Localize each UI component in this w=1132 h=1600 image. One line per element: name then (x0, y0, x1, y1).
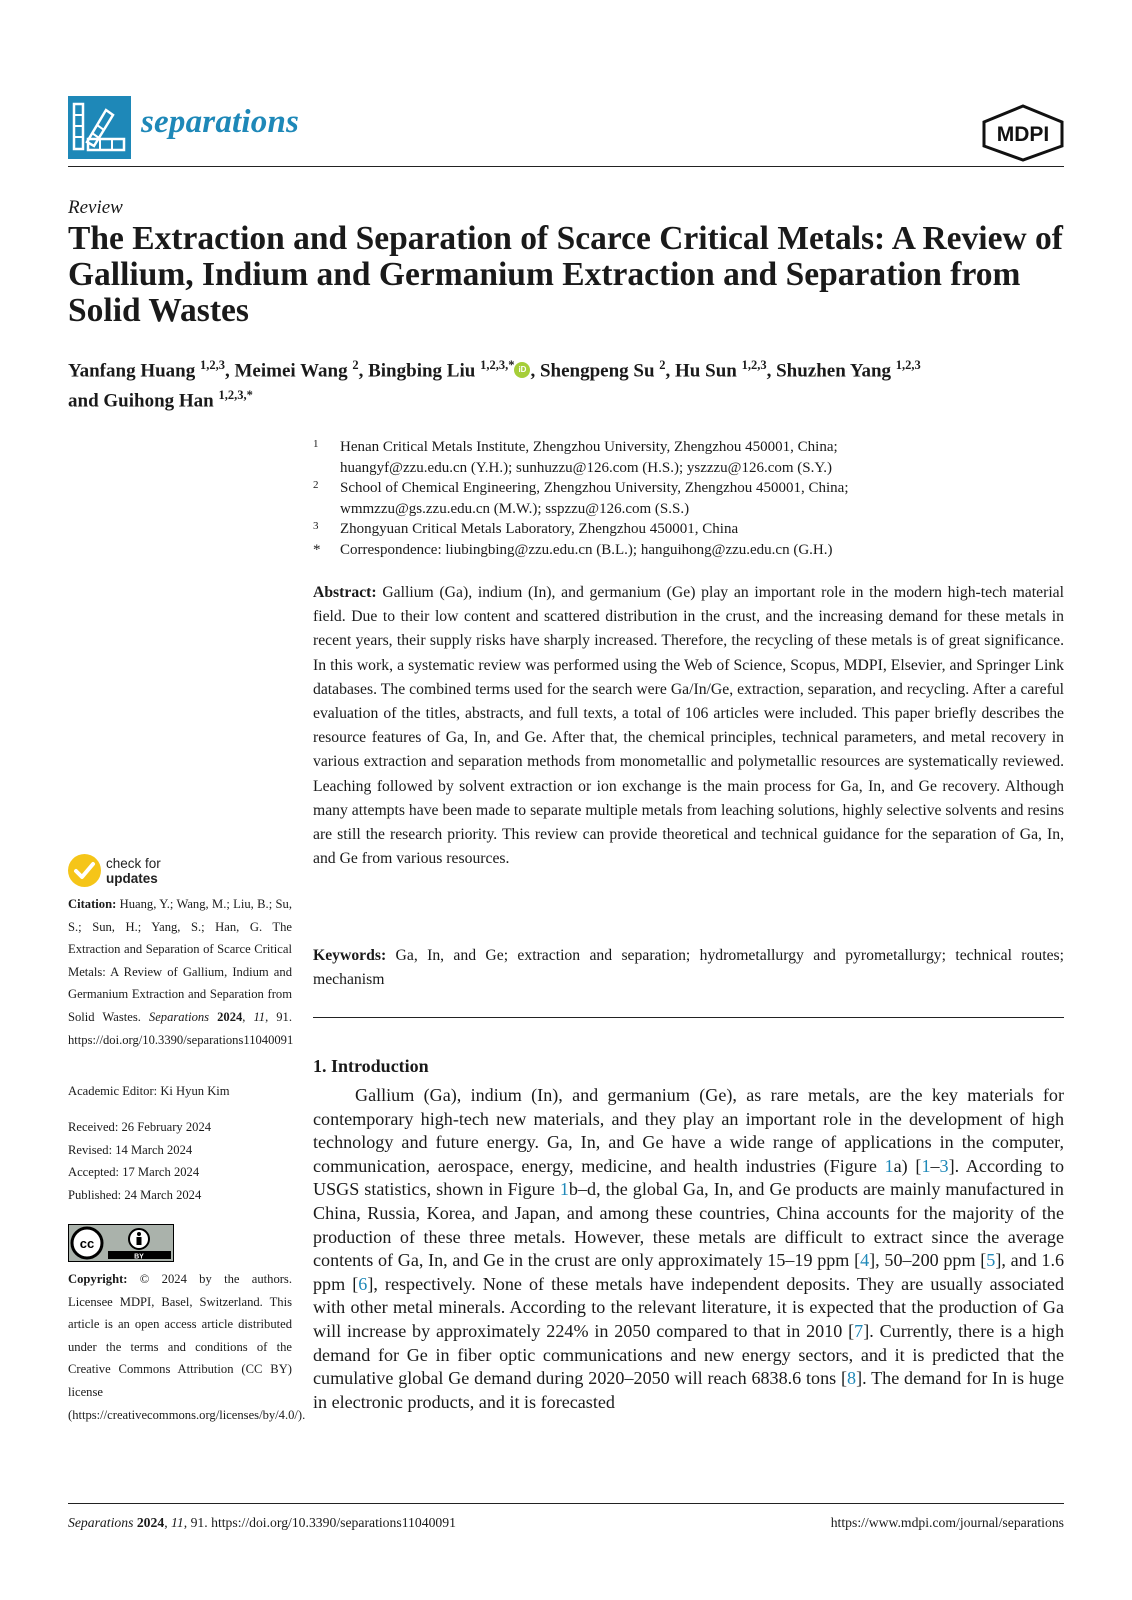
author-name: Shengpeng Su (539, 360, 655, 382)
citation: Citation: Huang, Y.; Wang, M.; Liu, B.; Su, S.; Sun, H.; Yang, S.; Han, G. The Extraction and Separation of Scarce Critical Metals: A Review of Gallium, Indium and Germanium Extraction and Separation from Solid Wastes. Separations 2024, 11, 91. https://doi.org/10.3390/separations11040091 (68, 897, 294, 1047)
footer-doi[interactable]: , 91. https://doi.org/10.3390/separations11040091 (183, 1515, 456, 1530)
reference-link[interactable]: 5 (986, 1250, 996, 1271)
reference-link[interactable]: 4 (860, 1250, 870, 1271)
citation-doi[interactable]: , 91. https://doi.org/10.3390/separations11040091 (68, 1009, 294, 1047)
figure-link[interactable]: 1 (884, 1155, 894, 1176)
correspondence (313, 540, 1093, 561)
affiliation-item (313, 437, 1093, 478)
author-affiliation: 2 (659, 358, 666, 372)
reference-link[interactable]: 8 (847, 1368, 857, 1389)
keywords (313, 944, 1064, 992)
reference-link[interactable]: 6 (358, 1273, 368, 1294)
footer-divider (68, 1503, 1064, 1504)
affiliation-line: Zhongyuan Critical Metals Laboratory, Zhengzhou 450001, China (340, 521, 739, 537)
citation-year: 2024 (217, 1009, 243, 1024)
check-for-label: check for (106, 856, 161, 871)
citation-label: Citation: (68, 897, 117, 911)
copyright-text: © 2024 by the authors. Licensee MDPI, Basel, Switzerland. This article is an open access article distributed under the terms and conditions of the Creative Commons Attribution (CC BY) license (https://creativecommons.org/licenses/by/4.0/). (68, 1272, 306, 1422)
svg-text:cc: cc (79, 1236, 95, 1251)
mdpi-logo-text: MDPI (996, 123, 1050, 146)
author-affiliation: 1,2,3 (741, 358, 767, 372)
reference-link[interactable]: 3 (939, 1155, 949, 1176)
abstract-label: Abstract: (313, 584, 377, 601)
author-affiliation: 1,2,3,* (218, 388, 253, 403)
author-name: Meimei Wang (234, 360, 348, 382)
citation-journal: Separations (148, 1009, 210, 1024)
keywords-text: Ga, In, and Ge; extraction and separation; hydrometallurgy and pyrometallurgy; technical routes; mechanism (313, 947, 1064, 989)
footer-citation: Separations 2024, 11, 91. https://doi.org/10.3390/separations11040091 (68, 1515, 456, 1530)
journal-name[interactable]: separations (141, 104, 300, 140)
author-name: Shuzhen Yang (776, 360, 892, 382)
citation-volume: 11 (253, 1009, 266, 1024)
affiliation-emails: wmmzzu@gs.zzu.edu.cn (M.W.); sspzzu@126.com (S.S.) (340, 500, 690, 517)
correspondence-marker: * (313, 541, 321, 558)
author-list: Yanfang Huang $^{1,2,3}$, Meimei Wang $^2$, Bingbing Liu $^{1,2,3,*}$ iD , Shengpeng Su $^2$, Hu Sun $^{1,2,3}$, Shuzhen Yang $^{1,2,3}$ and Guihong Han $^{1,2,3,*}$ (68, 358, 921, 412)
reference-link[interactable]: 1 (921, 1155, 931, 1176)
affiliation-number: 3 (313, 520, 319, 532)
orcid-icon[interactable]: iD (514, 362, 530, 378)
section-heading: 1. Introduction (313, 1056, 429, 1076)
author-name: Guihong Han (103, 390, 214, 412)
author-name: Yanfang Huang (68, 360, 196, 382)
journal-logo-icon (68, 96, 131, 159)
affiliation-item (313, 519, 1093, 540)
introduction-body (313, 1084, 1064, 1414)
affiliation-number: 1 (313, 438, 319, 450)
keywords-label: Keywords: (313, 947, 387, 964)
correspondence-line: Correspondence: liubingbing@zzu.edu.cn (B.L.); hanguihong@zzu.edu.cn (G.H.) (340, 541, 833, 558)
author-affiliation: 1,2,3 (895, 358, 921, 372)
author-affiliation: 1,2,3 (200, 358, 225, 372)
checkmark-icon (68, 854, 101, 887)
author-affiliation: 1,2,3,* (480, 358, 515, 372)
abstract-text: Gallium (Ga), indium (In), and germanium (Ge) play an important role in the modern high-tech material field. Due to their low content and scattered distribution in the crust, and the increasing demand for these metals in recent years, their supply risks have sharply increased. Therefore, the recycling of these metals is of great significance. In this work, a systematic review was performed using the Web of Science, Scopus, MDPI, Elsevier, and Springer Link databases. The combined terms used for the search were Ga/In/Ge, extraction, separation, and recycling. After a careful evaluation of the titles, abstracts, and full texts, a total of 106 articles were included. This paper briefly describes the resource features of Ga, In, and Ge. After that, the chemical principles, technical parameters, and metal recovery in various extraction and separation methods from monometallic and polymetallic resources are systematically reviewed. Leaching followed by solvent extraction or ion exchange is the main process for Ga, In, and Ge recovery. Although many attempts have been made to separate multiple metals from leaching solutions, highly selective solvents and resins are still the research priority. This review can provide theoretical and technical guidance for the separation of Ga, In, and Ge from various resources. (313, 584, 1064, 868)
published-date: Published: 24 March 2024 (68, 1187, 202, 1202)
received-date: Received: 26 February 2024 (68, 1120, 212, 1134)
citation-text: Huang, Y.; Wang, M.; Liu, B.; Su, S.; Sun, H.; Yang, S.; Han, G. The Extraction and Separation of Scarce Critical Metals: A Review of Gallium, Indium and Germanium Extraction and Separation from Solid Wastes. (68, 897, 292, 1024)
affiliation-line: School of Chemical Engineering, Zhengzhou University, Zhengzhou 450001, China; (340, 480, 849, 496)
footer-journal: Separations (68, 1515, 134, 1530)
academic-editor: Academic Editor: Ki Hyun Kim (68, 1084, 230, 1098)
cc-by-license-icon[interactable] (68, 1224, 174, 1262)
mdpi-logo[interactable] (980, 104, 1066, 162)
updates-label: updates (106, 871, 158, 886)
copyright-label: Copyright: (68, 1272, 128, 1286)
article-type: Review (68, 197, 123, 218)
header-divider (68, 166, 1064, 167)
cc-by-label: BY (134, 1253, 144, 1261)
affiliation-emails: huangyf@zzu.edu.cn (Y.H.); sunhuzzu@126.com (H.S.); yszzzu@126.com (S.Y.) (340, 459, 833, 476)
affiliation-number: 2 (313, 479, 319, 491)
introduction-paragraph: Gallium (Ga), indium (In), and germanium (Ge), as rare metals, are the key materials for contemporary high-tech new materials, and they play an important role in the development of high technology and future energy. Ga, In, and Ge have a wide range of applications in the computer, communication, aerospace, energy, medicine, and health industries (Figure 1a) [1–3]. According to USGS statistics, shown in Figure 1b–d, the global Ga, In, and Ge products are mainly manufactured in China, Russia, Korea, and Japan, and among these countries, China accounts for the majority of the production of these three metals. However, these metals are difficult to extract since the average contents of Ga, In, and Ge in the crust are only approximately 15–19 ppm [4], 50–200 ppm [5], and 1.6 ppm [6], respectively. None of these metals have independent deposits. They are usually associated with other metal minerals. According to the relevant literature, it is expected that the production of Ga will increase by approximately 224% in 2050 compared to that in 2010 [7]. Currently, there is a high demand for Ge in fiber optic communications and new energy sectors, and it is predicted that the cumulative global Ge demand during 2020–2050 will reach 6838.6 tons [8]. The demand for In is huge in electronic products, and it is forecasted (313, 1085, 1065, 1412)
footer-year: 2024 (136, 1515, 165, 1530)
copyright (68, 1268, 306, 1426)
accepted-date: Accepted: 17 March 2024 (68, 1165, 200, 1180)
affiliations (313, 437, 1093, 560)
abstract (313, 581, 1064, 871)
revised-date: Revised: 14 March 2024 (68, 1142, 193, 1157)
author-conjunction: and (68, 390, 99, 412)
reference-link[interactable]: 7 (854, 1320, 864, 1341)
author-affiliation: 2 (352, 358, 359, 372)
section-divider (313, 1017, 1064, 1018)
footer-journal-url[interactable]: https://www.mdpi.com/journal/separations (830, 1515, 1064, 1530)
article-title: The Extraction and Separation of Scarce Critical Metals: A Review of Gallium, Indium and Germanium Extraction and Separation from Solid Wastes (68, 220, 1063, 329)
check-for-updates-button[interactable] (68, 854, 198, 892)
publication-dates (68, 1116, 292, 1206)
footer-volume: 11 (171, 1515, 184, 1530)
affiliation-item (313, 478, 1093, 519)
figure-link[interactable]: 1 (559, 1179, 569, 1200)
author-name: Bingbing Liu (368, 360, 476, 382)
affiliation-line: Henan Critical Metals Institute, Zhengzhou University, Zhengzhou 450001, China; (340, 439, 838, 455)
author-name: Hu Sun (675, 360, 737, 382)
